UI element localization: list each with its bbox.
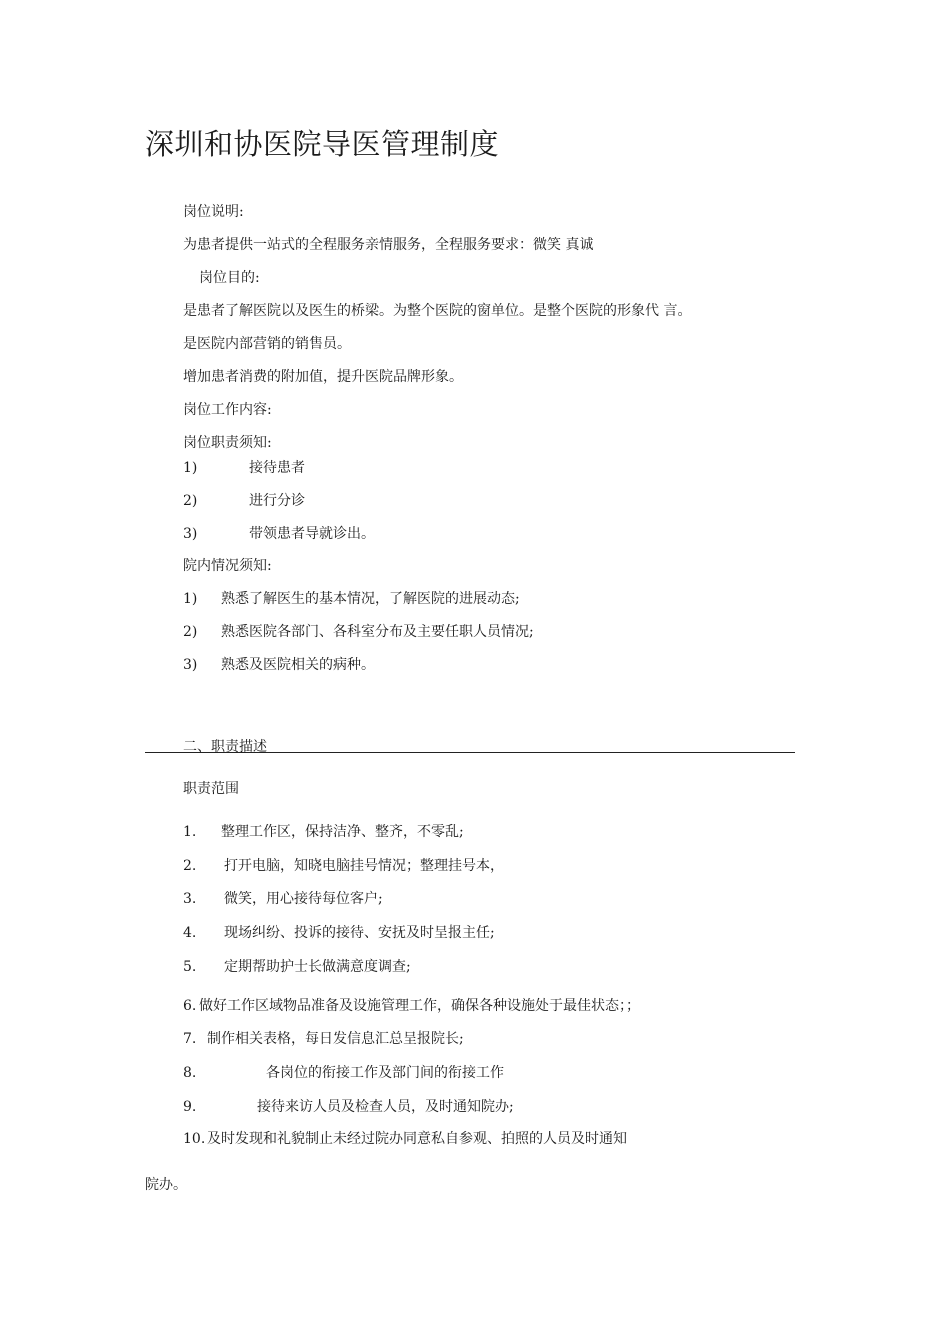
hospital-notice-num: 1) bbox=[183, 591, 198, 607]
post-goal-label: 岗位目的: bbox=[199, 270, 260, 286]
hospital-notice-text: 熟悉医院各部门、各科室分布及主要任职人员情况; bbox=[221, 624, 534, 640]
duty-item-num: 7. bbox=[183, 1031, 197, 1047]
duty-notice-text: 带领患者导就诊出。 bbox=[249, 526, 375, 542]
work-content-label: 岗位工作内容: bbox=[183, 402, 272, 418]
scope-label: 职责范围 bbox=[183, 781, 239, 797]
duty-item-continuation: 院办。 bbox=[145, 1177, 187, 1193]
duty-item-text: 制作相关表格，每日发信息汇总呈报院长; bbox=[207, 1031, 464, 1047]
duty-item-num: 6. bbox=[183, 998, 197, 1014]
duty-item-num: 1. bbox=[183, 824, 197, 840]
duty-notice-num: 3) bbox=[183, 526, 198, 542]
duty-notice-text: 进行分诊 bbox=[249, 493, 305, 509]
post-description-text: 为患者提供一站式的全程服务亲情服务，全程服务要求：微笑 真诚 bbox=[183, 237, 594, 253]
duty-item-text: 各岗位的衔接工作及部门间的衔接工作 bbox=[266, 1065, 504, 1081]
duty-notice-label: 岗位职责须知: bbox=[183, 435, 272, 451]
duty-item-num: 9. bbox=[183, 1099, 197, 1115]
hospital-notice-label: 院内情况须知: bbox=[183, 558, 272, 574]
hospital-notice-text: 熟悉及医院相关的病种。 bbox=[221, 657, 375, 673]
post-goal-line: 是医院内部营销的销售员。 bbox=[183, 336, 351, 352]
duty-item-text: 微笑，用心接待每位客户; bbox=[224, 891, 383, 907]
document-title: 深圳和协医院导医管理制度 bbox=[145, 127, 500, 161]
duty-item-num: 2. bbox=[183, 858, 197, 874]
duty-notice-num: 2) bbox=[183, 493, 198, 509]
duty-notice-num: 1) bbox=[183, 460, 198, 476]
duty-item-text: 接待来访人员及检查人员，及时通知院办; bbox=[257, 1099, 514, 1115]
duty-item-text: 打开电脑，知晓电脑挂号情况；整理挂号本， bbox=[224, 858, 504, 874]
hospital-notice-num: 3) bbox=[183, 657, 198, 673]
post-goal-line: 是患者了解医院以及医生的桥梁。为整个医院的窗单位。是整个医院的形象代 言。 bbox=[183, 303, 692, 319]
duty-item-text: 及时发现和礼貌制止未经过院办同意私自参观、拍照的人员及时通知 bbox=[207, 1131, 627, 1147]
post-goal-line: 增加患者消费的附加值，提升医院品牌形象。 bbox=[183, 369, 463, 385]
duty-item-text: 整理工作区，保持洁净、整齐，不零乱; bbox=[221, 824, 464, 840]
duty-item-text: 现场纠纷、投诉的接待、安抚及时呈报主任; bbox=[224, 925, 495, 941]
duty-item-text: 定期帮助护士长做满意度调查; bbox=[224, 959, 411, 975]
hospital-notice-text: 熟悉了解医生的基本情况，了解医院的进展动态; bbox=[221, 591, 520, 607]
duty-item-num: 5. bbox=[183, 959, 197, 975]
section-divider bbox=[145, 752, 795, 753]
duty-notice-text: 接待患者 bbox=[249, 460, 305, 476]
duty-item-num: 10. bbox=[183, 1131, 206, 1147]
duty-item-text: 做好工作区域物品准备及设施管理工作，确保各种设施处于最佳状态；； bbox=[199, 998, 640, 1014]
hospital-notice-num: 2) bbox=[183, 624, 198, 640]
duty-item-num: 3. bbox=[183, 891, 197, 907]
post-description-label: 岗位说明: bbox=[183, 204, 244, 220]
duty-item-num: 4. bbox=[183, 925, 197, 941]
duty-item-num: 8. bbox=[183, 1065, 197, 1081]
section-heading: 二、职责描述 bbox=[183, 739, 267, 755]
